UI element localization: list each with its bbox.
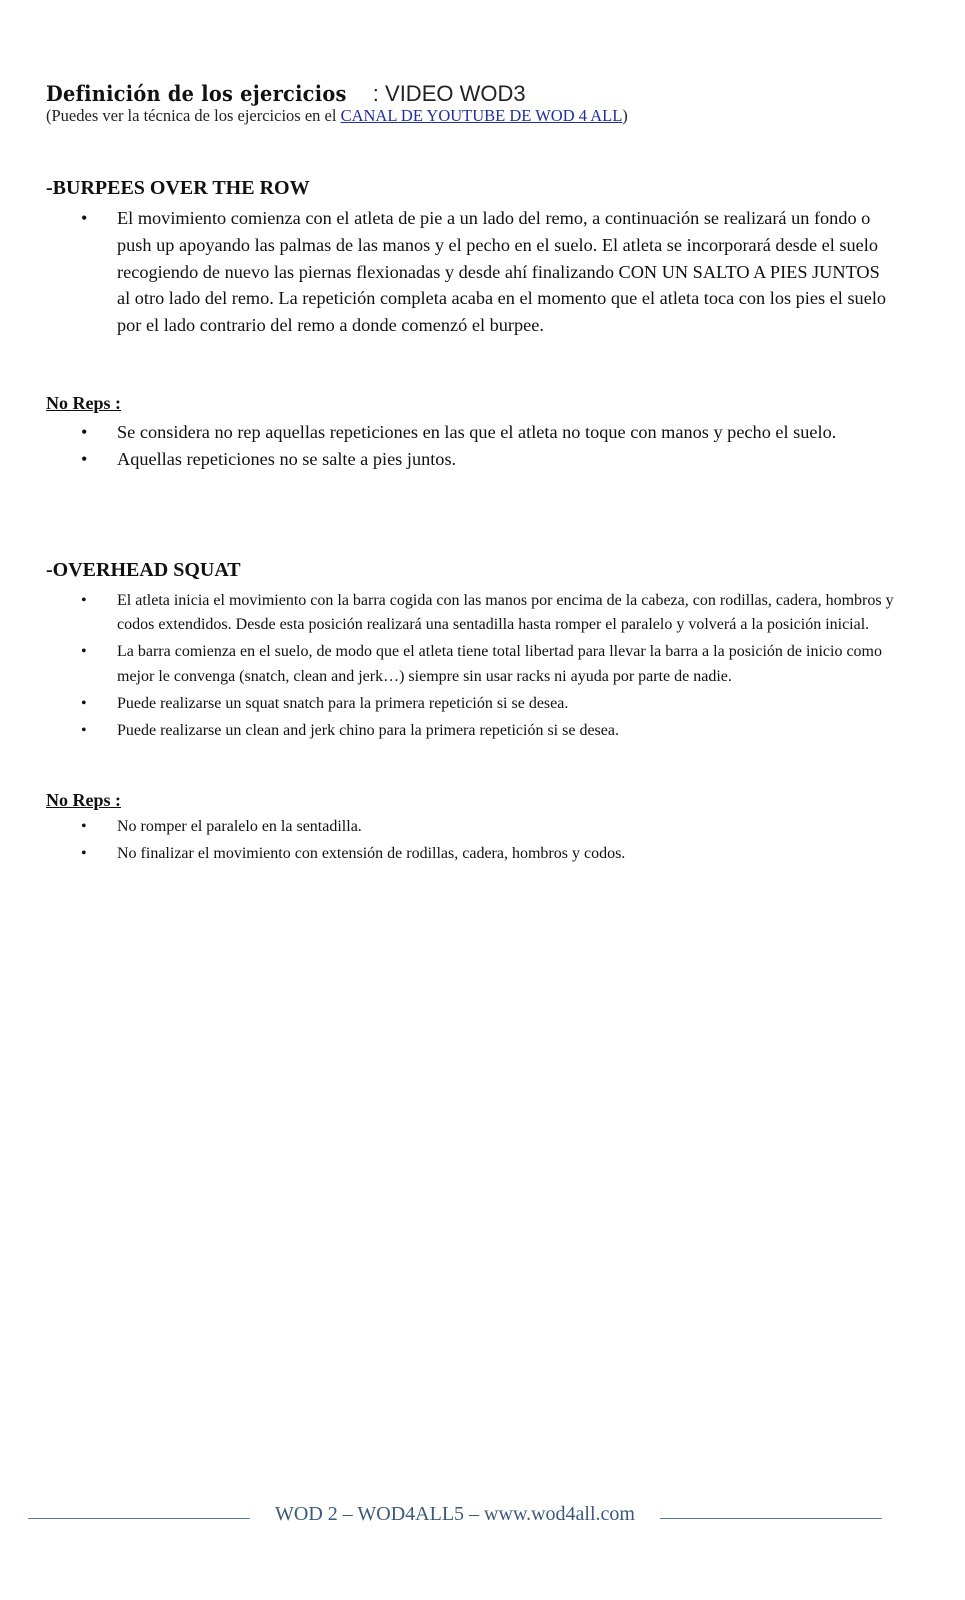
list-item: • El atleta inicia el movimiento con la barra cogida con las manos por encima de la cabeza, con rodillas, cadera, hombros y codos extendidos. Desde esta posición realizará una sentadilla hasta romper el paralelo y volverá a la posición inicial. (46, 589, 896, 637)
overhead-squat-no-reps-label: No Reps : (46, 790, 121, 810)
footer-divider-left (28, 1518, 250, 1519)
document-title-suffix: : VIDEO WOD3 (372, 81, 526, 106)
document-title-main: Definición de los ejercicios (46, 81, 347, 106)
section-heading-overhead-squat: -OVERHEAD SQUAT (46, 559, 241, 581)
document-title (46, 72, 526, 109)
list-item: • Puede realizarse un squat snatch para la primera repetición si se desea. (46, 692, 896, 716)
subtitle-prefix: (Puedes ver la técnica de los ejercicios en el (46, 106, 341, 125)
list-item: • No finalizar el movimiento con extensión de rodillas, cadera, hombros y codos. (46, 842, 896, 866)
list-item: • Aquellas repeticiones no se salte a pies juntos. (46, 446, 896, 473)
subtitle (46, 106, 628, 126)
burpees-no-reps-list (46, 419, 896, 473)
list-item: • Puede realizarse un clean and jerk chino para la primera repetición si se desea. (46, 719, 896, 743)
list-item: • La barra comienza en el suelo, de modo que el atleta tiene total libertad para llevar la barra a la posición de inicio como mejor le convenga (snatch, clean and jerk…) siempre sin usar racks ni ayuda por parte de nadie. (46, 640, 896, 688)
page-footer (0, 1503, 965, 1533)
list-item: • El movimiento comienza con el atleta de pie a un lado del remo, a continuación se realizará un fondo o push up apoyando las palmas de las manos y el pecho en el suelo. El atleta se incorporará desde el suelo recogiendo de nuevo las piernas flexionadas y desde ahí finalizando CON UN SALTO A PIES JUNTOS al otro lado del remo. La repetición completa acaba en el momento que el atleta toca con los pies el suelo por el lado contrario del remo a donde comenzó el burpee. (46, 205, 896, 339)
footer-divider-right (660, 1518, 882, 1519)
burpees-description-list (46, 205, 896, 339)
youtube-channel-link[interactable]: CANAL DE YOUTUBE DE WOD 4 ALL (340, 106, 623, 125)
overhead-squat-no-reps-list (46, 815, 896, 869)
list-item: • No romper el paralelo en la sentadilla. (46, 815, 896, 839)
section-heading-burpees: -BURPEES OVER THE ROW (46, 177, 310, 199)
subtitle-suffix: ) (622, 106, 628, 125)
list-item: • Se considera no rep aquellas repeticiones en las que el atleta no toque con manos y pecho el suelo. (46, 419, 896, 446)
overhead-squat-description-list (46, 589, 896, 746)
burpees-no-reps-label: No Reps : (46, 393, 121, 413)
footer-text: WOD 2 – WOD4ALL5 – www.wod4all.com (275, 1503, 635, 1525)
